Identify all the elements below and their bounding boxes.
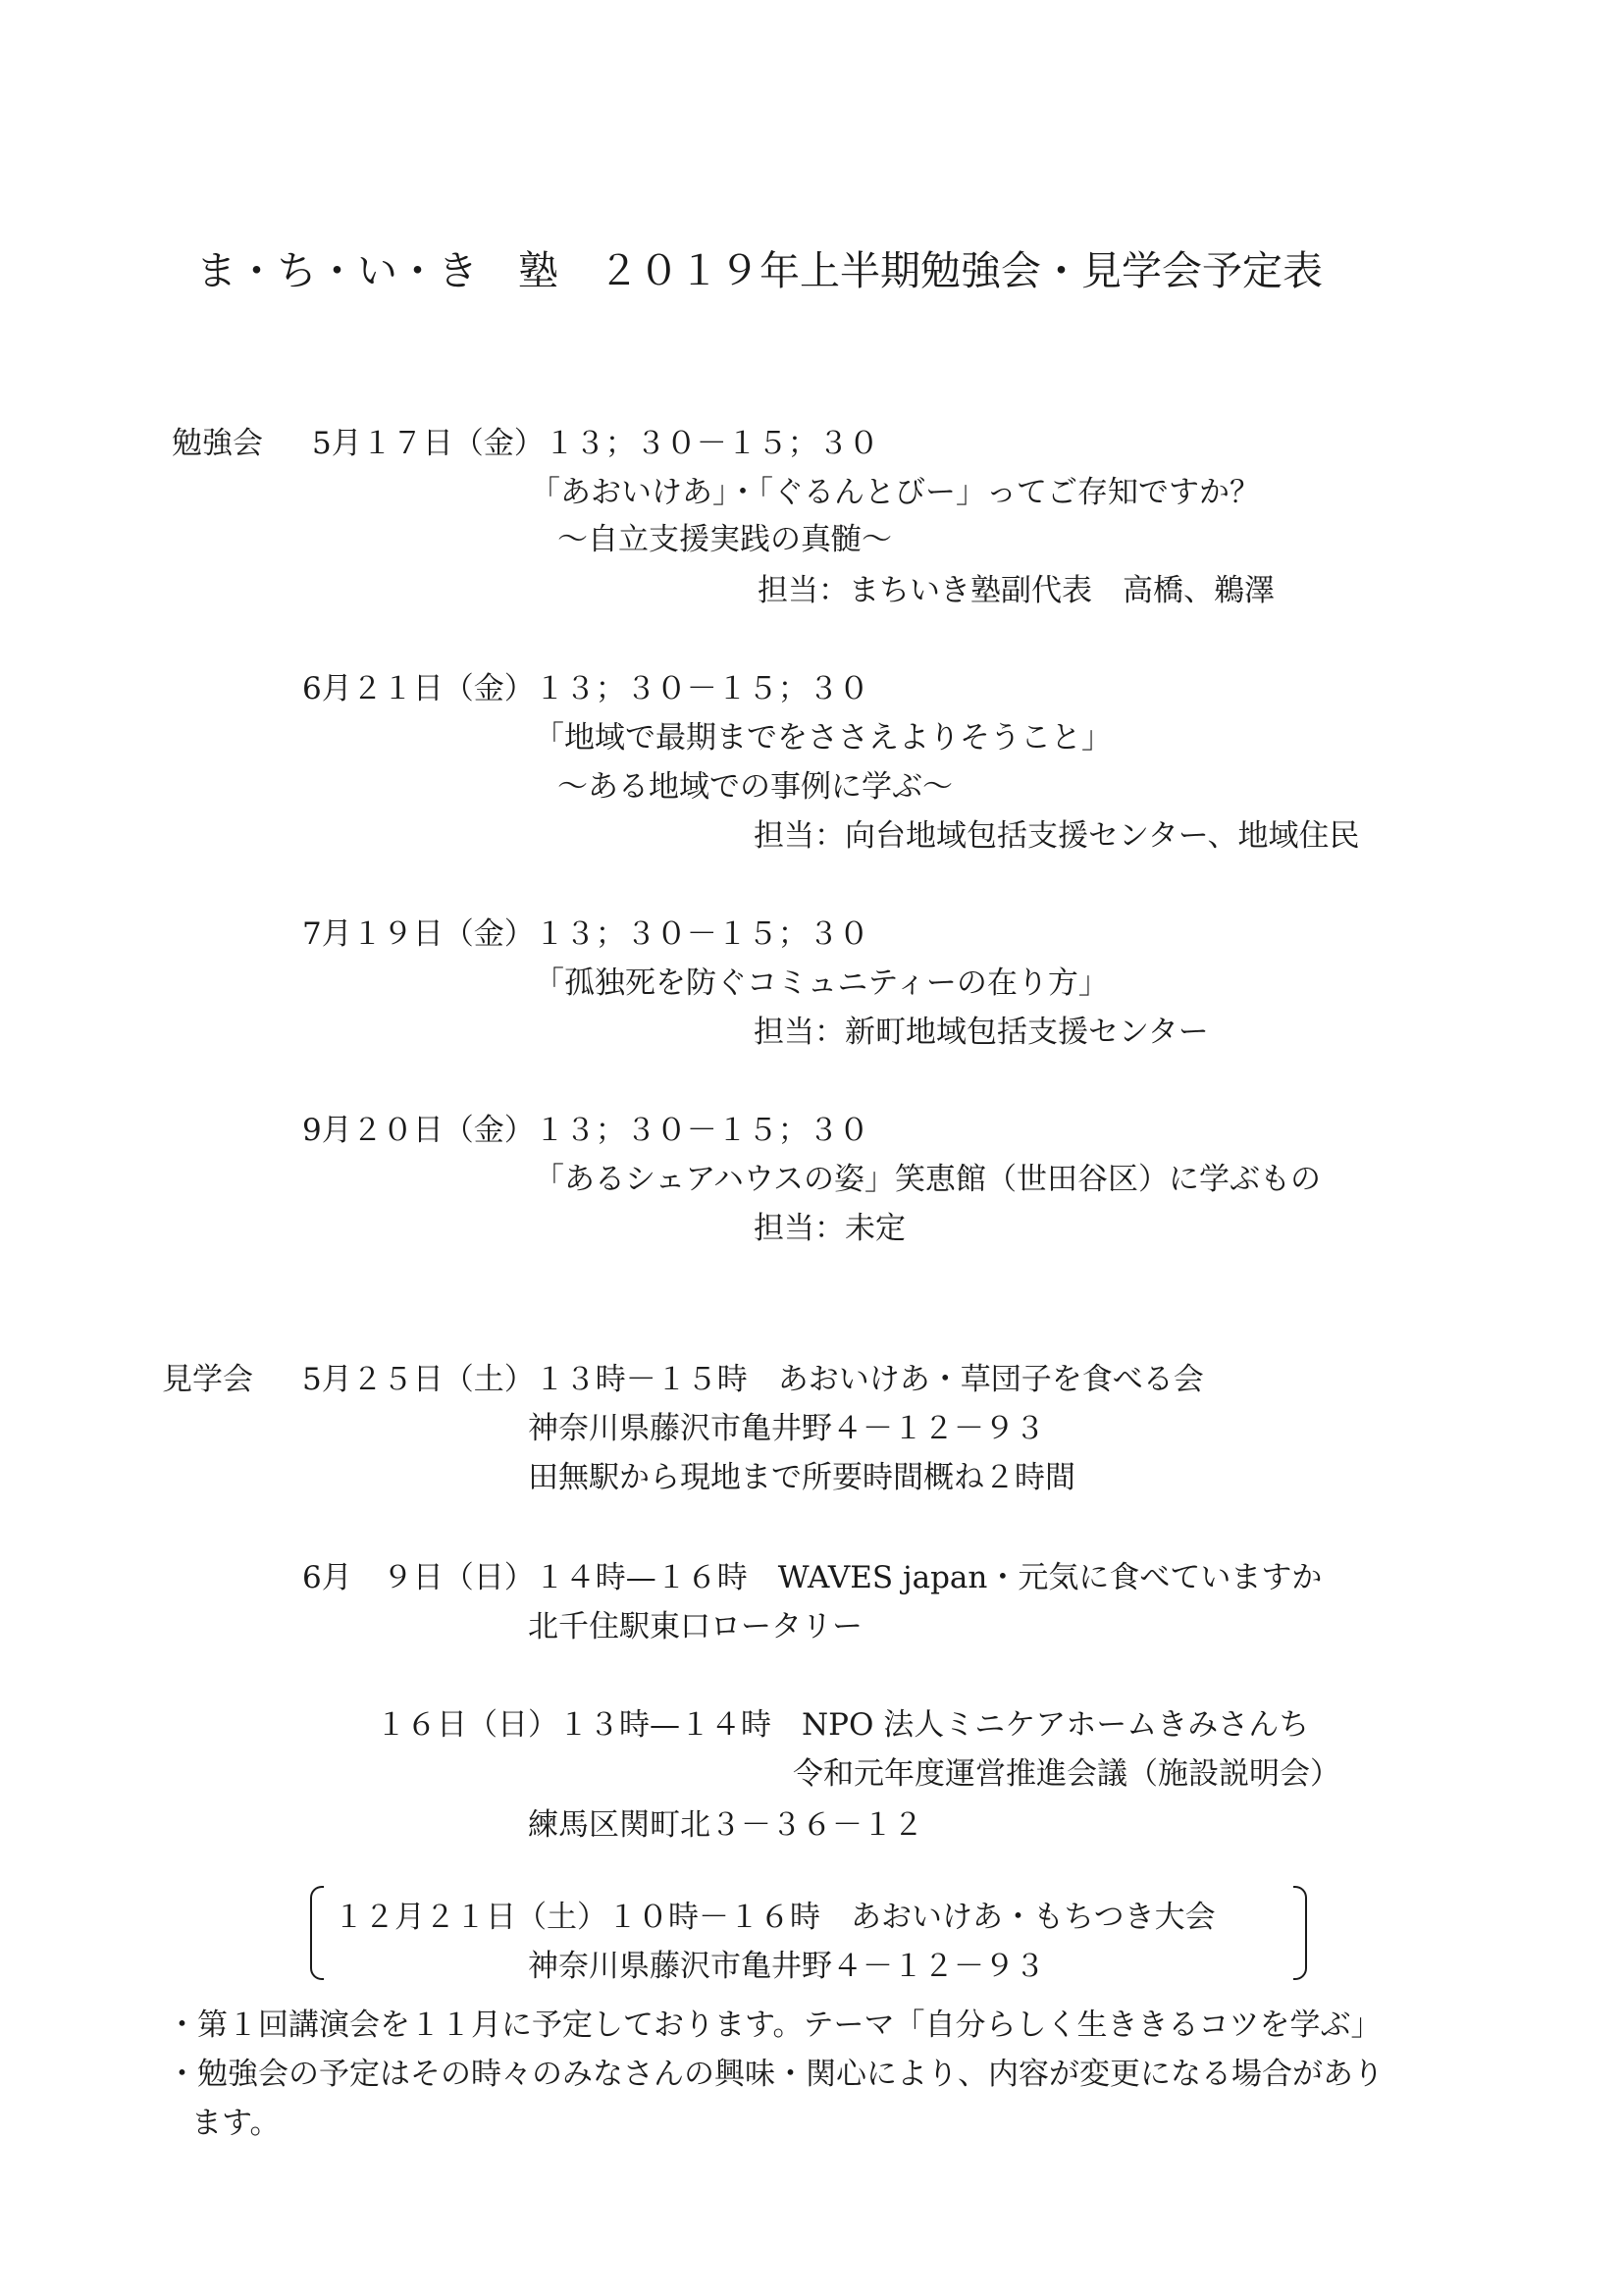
study-session-date: 6月２１日（金）１３；３０－１５；３０ [302,671,869,706]
visit-note: 田無駅から現地まで所要時間概ね２時間 [528,1460,1075,1495]
boxed-visit-address: 神奈川県藤沢市亀井野４－１２－９３ [528,1949,1045,1984]
study-session-topic: 「あるシェアハウスの姿」笑恵館（世田谷区）に学ぶもの [534,1162,1321,1197]
study-session-charge: 担当：まちいき塾副代表 高橋、鵜澤 [758,573,1275,608]
visit-address: 練馬区関町北３－３６－１２ [528,1807,923,1843]
visit-address: 神奈川県藤沢市亀井野４－１２－９３ [528,1411,1045,1446]
visit-address: 北千住駅東口ロータリー [528,1609,863,1644]
bracket-left [310,1886,324,1980]
note-item: ・第１回講演会を１１月に予定しております。テーマ「自分らしく生ききるコツを学ぶ」 [167,2008,1382,2043]
visit-date: 6月 ９日（日）１４時—１６時 WAVES japan・元気に食べていますか [302,1560,1323,1595]
note-item: ・勉強会の予定はその時々のみなさんの興味・関心により、内容が変更になる場合があり [167,2057,1384,2092]
study-heading: 勉強会 [172,426,263,461]
visit-date: １６日（日）１３時—１４時 NPO 法人ミニケアホームきみさんち [376,1707,1310,1743]
bracket-right [1293,1886,1307,1980]
study-session-charge: 担当：新町地域包括支援センター [754,1015,1209,1050]
note-item: ます。 [191,2106,281,2141]
study-session-topic: 「あおいけあ」・「ぐるんとびー」ってご存知ですか？ [530,475,1260,510]
study-session-charge: 担当：未定 [754,1211,906,1246]
study-session-subtopic: ～自立支援実践の真髄～ [557,522,892,557]
page-title: ま・ち・い・き 塾 ２０１９年上半期勉強会・見学会予定表 [196,247,1323,294]
visit-date: 5月２５日（土）１３時－１５時 あおいけあ・草団子を食べる会 [302,1362,1204,1397]
visit-note: 令和元年度運営推進会議（施設説明会） [793,1756,1340,1792]
study-session-charge: 担当：向台地域包括支援センター、地域住民 [754,818,1360,854]
study-session-date: 9月２０日（金）１３；３０－１５；３０ [302,1113,869,1148]
boxed-visit-date: １２月２１日（土）１０時－１６時 あおいけあ・もちつき大会 [334,1900,1216,1935]
visit-heading: 見学会 [162,1362,253,1397]
study-session-subtopic: ～ある地域での事例に学ぶ～ [557,769,953,805]
study-session-topic: 「地域で最期までをささえよりそうこと」 [534,720,1112,756]
study-session-date: 7月１９日（金）１３；３０－１５；３０ [302,916,869,952]
study-session-topic: 「孤独死を防ぐコミュニティーの在り方」 [534,965,1109,1001]
study-session-date: 5月１７日（金）１３；３０－１５；３０ [312,426,879,461]
